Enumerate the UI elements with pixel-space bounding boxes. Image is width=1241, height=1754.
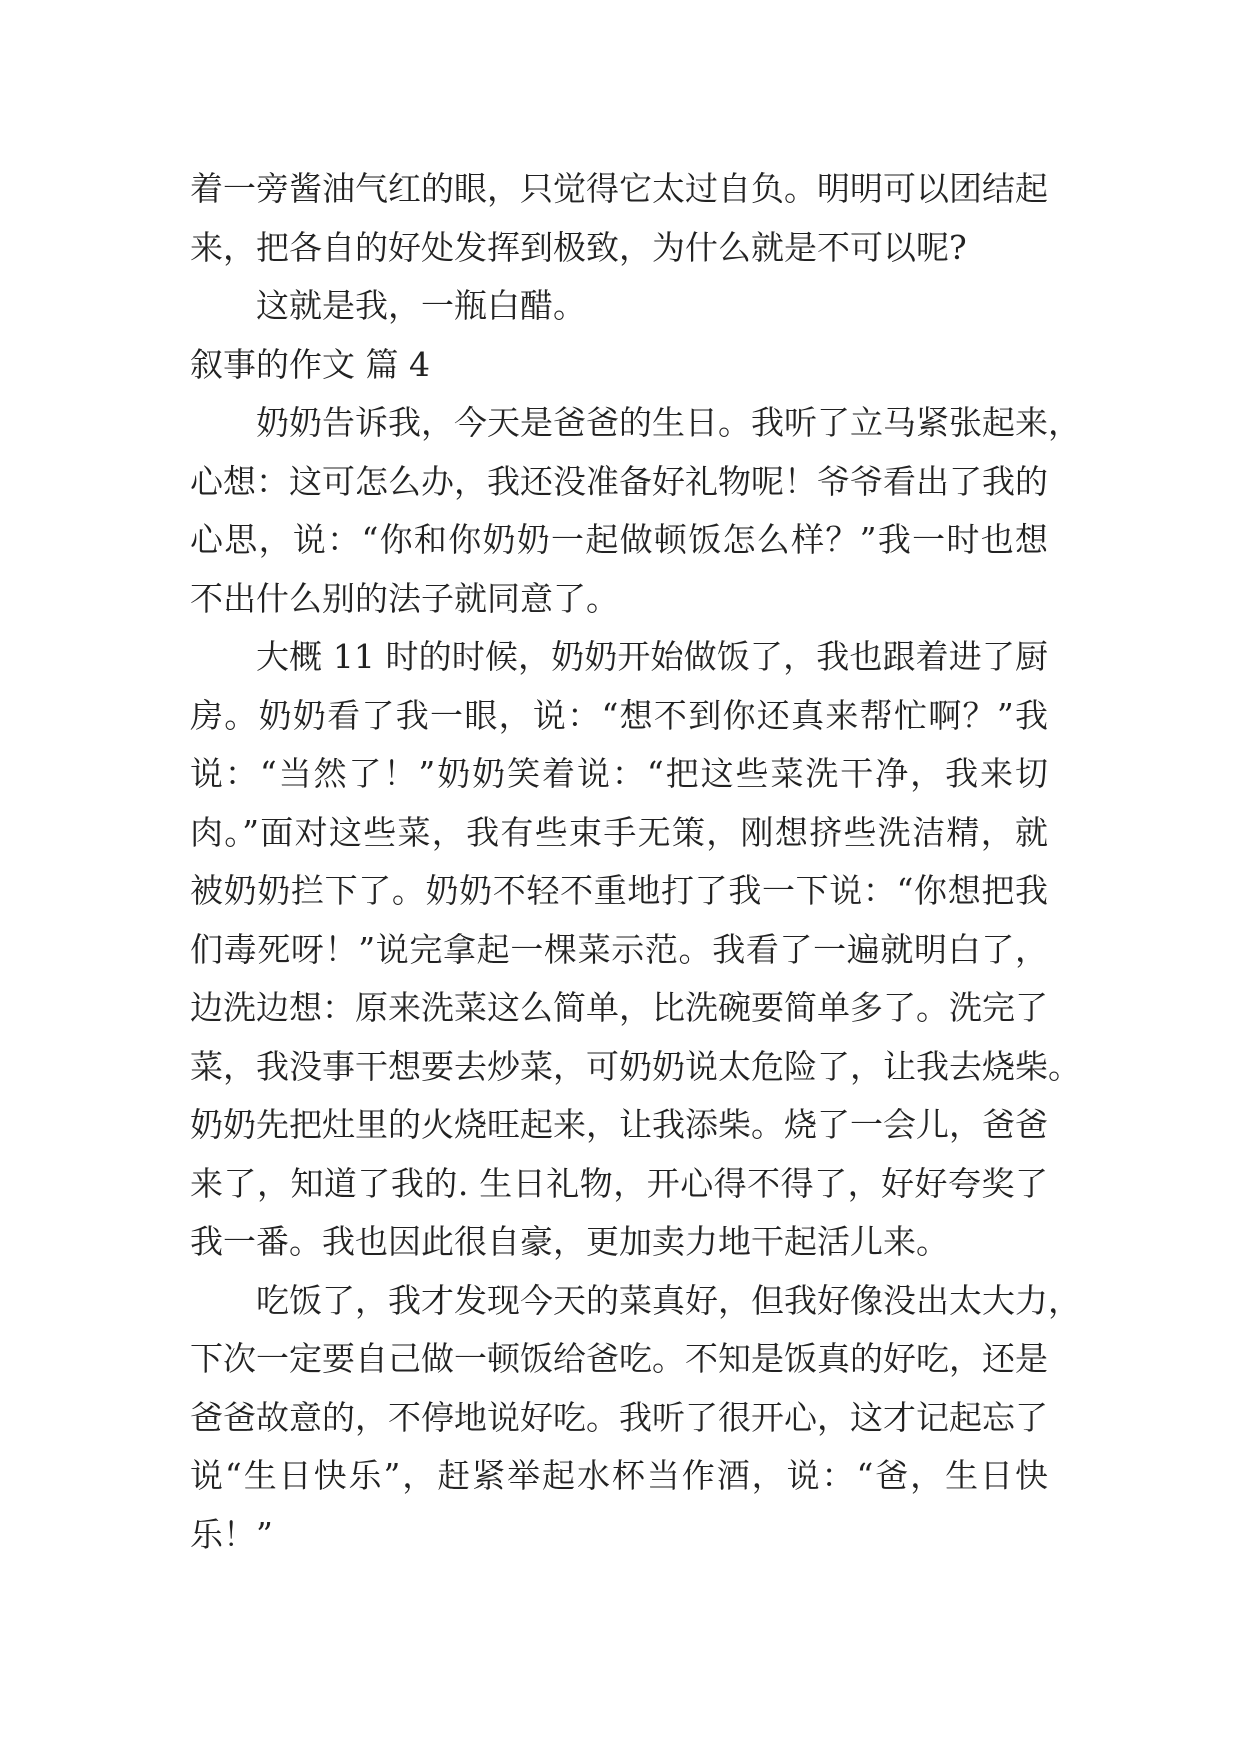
document-page bbox=[190, 160, 1081, 1564]
paragraph-line: 爸爸故意的，不停地说好吃。我听了很开心，这才记起忘了 bbox=[190, 1397, 1048, 1437]
paragraph-line: 奶奶告诉我，今天是爸爸的生日。我听了立马紧张起来， bbox=[256, 403, 1081, 442]
section-heading: 叙事的作文 篇 4 bbox=[190, 344, 430, 384]
paragraph-line: 肉。”面对这些菜，我有些束手无策，刚想挤些洗洁精，就 bbox=[190, 812, 1048, 852]
paragraph-line: 这就是我，一瓶白醋。 bbox=[256, 286, 586, 325]
paragraph-line: 房。奶奶看了我一眼，说：“想不到你还真来帮忙啊？”我 bbox=[190, 695, 1048, 735]
paragraph-line: 奶奶先把灶里的火烧旺起来，让我添柴。烧了一会儿，爸爸 bbox=[190, 1105, 1048, 1144]
paragraph-line: 被奶奶拦下了。奶奶不轻不重地打了我一下说：“你想把我 bbox=[190, 871, 1048, 910]
paragraph-line: 菜，我没事干想要去炒菜，可奶奶说太危险了，让我去烧柴。 bbox=[190, 1046, 1081, 1086]
paragraph-line: 来，把各自的好处发挥到极致，为什么就是不可以呢? bbox=[190, 227, 967, 267]
paragraph-line: 不出什么别的法子就同意了。 bbox=[190, 578, 619, 618]
paragraph-line: 下次一定要自己做一顿饭给爸吃。不知是饭真的好吃，还是 bbox=[190, 1339, 1048, 1378]
paragraph-line: 说“生日快乐”，赶紧举起水杯当作酒，说：“爸，生日快 bbox=[190, 1456, 1048, 1495]
paragraph-line: 我一番。我也因此很自豪，更加卖力地干起活儿来。 bbox=[190, 1222, 949, 1261]
paragraph-line: 们毒死呀！”说完拿起一棵菜示范。我看了一遍就明白了， bbox=[190, 929, 1048, 969]
paragraph-line: 说：“当然了！”奶奶笑着说：“把这些菜洗干净，我来切 bbox=[190, 754, 1048, 793]
paragraph-line: 边洗边想：原来洗菜这么简单，比洗碗要简单多了。洗完了 bbox=[190, 988, 1048, 1027]
paragraph-line: 吃饭了，我才发现今天的菜真好，但我好像没出太大力， bbox=[256, 1280, 1081, 1320]
paragraph-line: 心思，说：“你和你奶奶一起做顿饭怎么样？”我一时也想 bbox=[190, 520, 1048, 559]
paragraph-line: 心想：这可怎么办，我还没准备好礼物呢！爷爷看出了我的 bbox=[190, 461, 1048, 501]
paragraph-line: 大概 11 时的时候，奶奶开始做饭了，我也跟着进了厨 bbox=[256, 637, 1048, 676]
paragraph-line: 乐！” bbox=[190, 1514, 273, 1554]
paragraph-line: 来了，知道了我的. 生日礼物，开心得不得了，好好夸奖了 bbox=[190, 1163, 1048, 1203]
paragraph-line: 着一旁酱油气红的眼，只觉得它太过自负。明明可以团结起 bbox=[190, 169, 1048, 208]
